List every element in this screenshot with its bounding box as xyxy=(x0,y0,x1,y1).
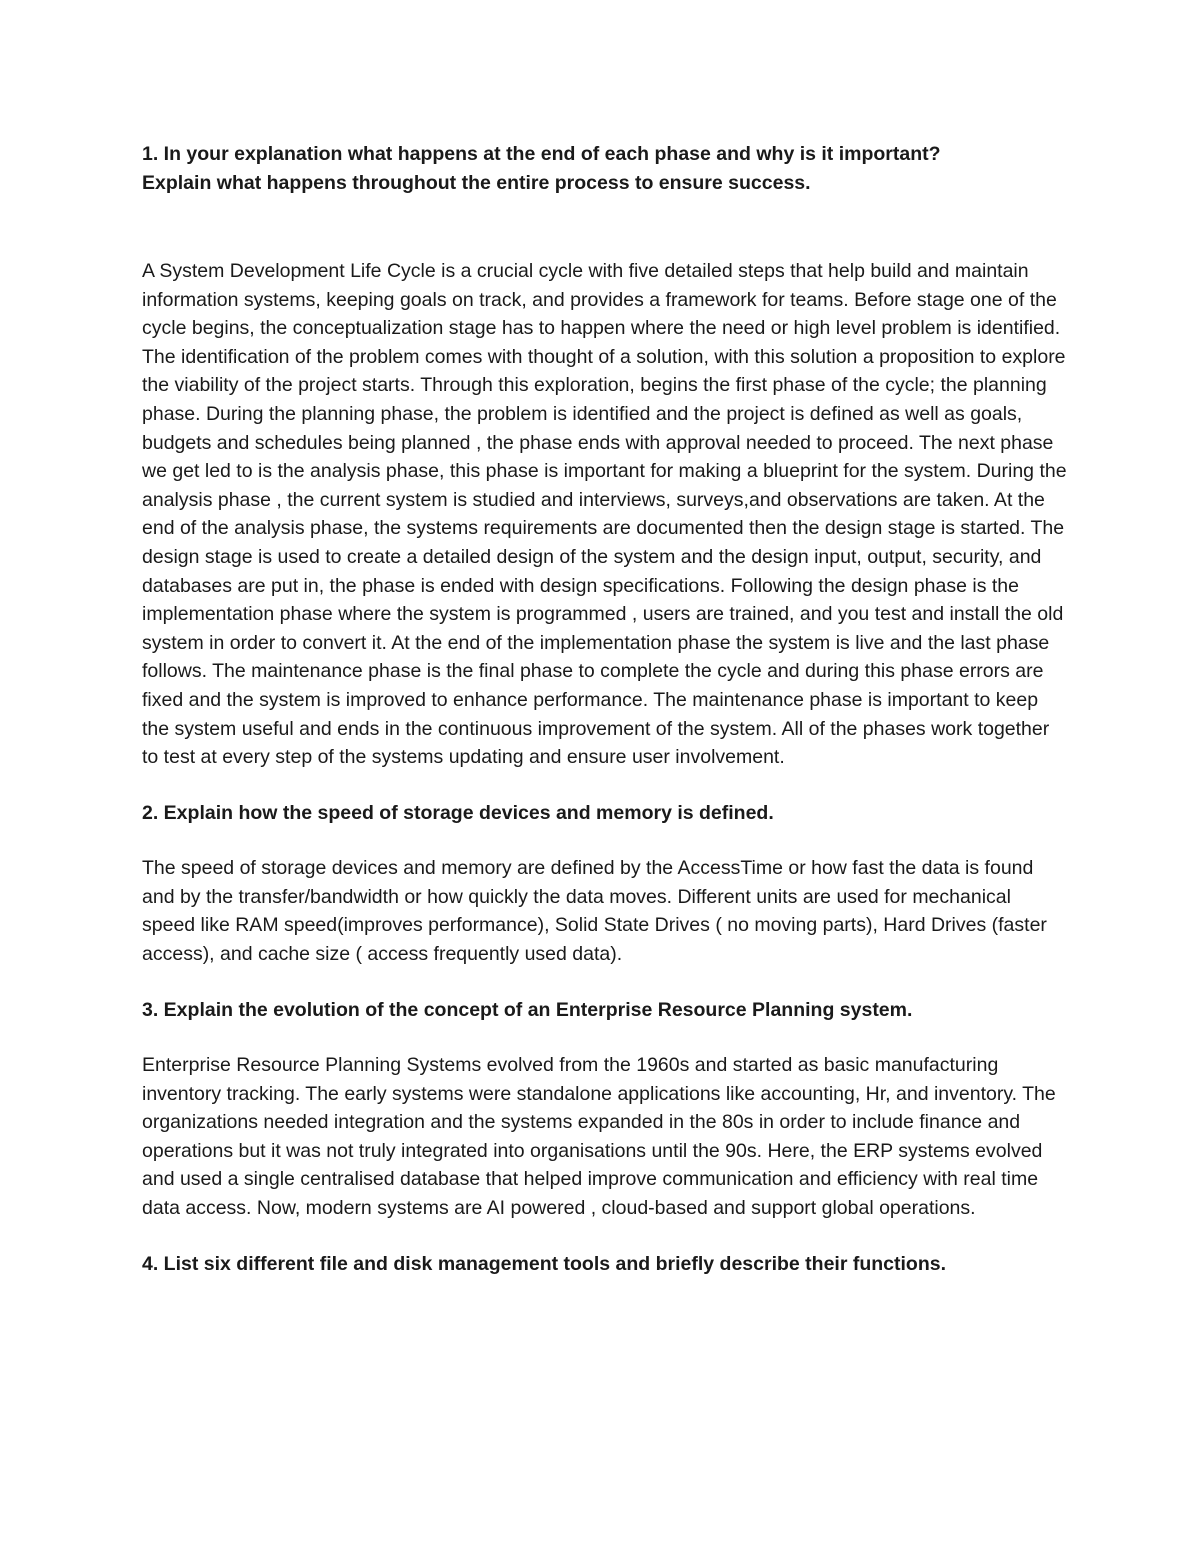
question-2: 2. Explain how the speed of storage devices and memory is defined. xyxy=(142,801,774,824)
question-3: 3. Explain the evolution of the concept of an Enterprise Resource Planning system. xyxy=(142,998,913,1021)
question-4: 4. List six different file and disk management tools and briefly describe their functions. xyxy=(142,1252,947,1275)
answer-3: Enterprise Resource Planning Systems evolved from the 1960s and started as basic manufacturing inventory tracking. The early systems were standalone applications like accounting, Hr, and inventory. The organizations needed integration and the systems expanded in the 80s in order to include finance and operations but it was not truly integrated into organisations until the 90s. Here, the ERP systems evolved and used a single centralised database that helped improve communication and efficiency with real time data access. Now, modern systems are AI powered , cloud-based and support global operations. xyxy=(142,1054,1056,1220)
answer-1: A System Development Life Cycle is a crucial cycle with five detailed steps that help build and maintain information systems, keeping goals on track, and provides a framework for teams. Before stage one of the cycle begins, the conceptualization stage has to happen where the need or high level problem is identified. The identification of the problem comes with thought of a solution, with this solution a proposition to explore the viability of the project starts. Through this exploration, begins the first phase of the cycle; the planning phase. During the planning phase, the problem is identified and the project is defined as well as goals, budgets and schedules being planned , the phase ends with approval needed to proceed. The next phase we get led to is the analysis phase, this phase is important for making a blueprint for the system. During the analysis phase , the current system is studied and interviews, surveys,and observations are taken. At the end of the analysis phase, the systems requirements are documented then the design stage is started. The design stage is used to create a detailed design of the system and the design input, output, security, and databases are put in, the phase is ended with design specifications. Following the design phase is the implementation phase where the system is programmed , users are trained, and you test and install the old system in order to convert it. At the end of the implementation phase the system is live and the last phase follows. The maintenance phase is the final phase to complete the cycle and during this phase errors are fixed and the system is improved to enhance performance. The maintenance phase is important to keep the system useful and ends in the continuous improvement of the system. All of the phases work together to test at every step of the systems updating and ensure user involvement. xyxy=(142,260,1067,769)
question-1: 1. In your explanation what happens at the end of each phase and why is it important? Explain what happens throughout the entire process to ensure success. xyxy=(142,143,941,194)
answer-2: The speed of storage devices and memory are defined by the AccessTime or how fast the data is found and by the transfer/bandwidth or how quickly the data moves. Different units are used for mechanical speed like RAM speed(improves performance), Solid State Drives ( no moving parts), Hard Drives (faster access), and cache size ( access frequently used data). xyxy=(142,857,1047,965)
document-body xyxy=(142,140,1067,1278)
